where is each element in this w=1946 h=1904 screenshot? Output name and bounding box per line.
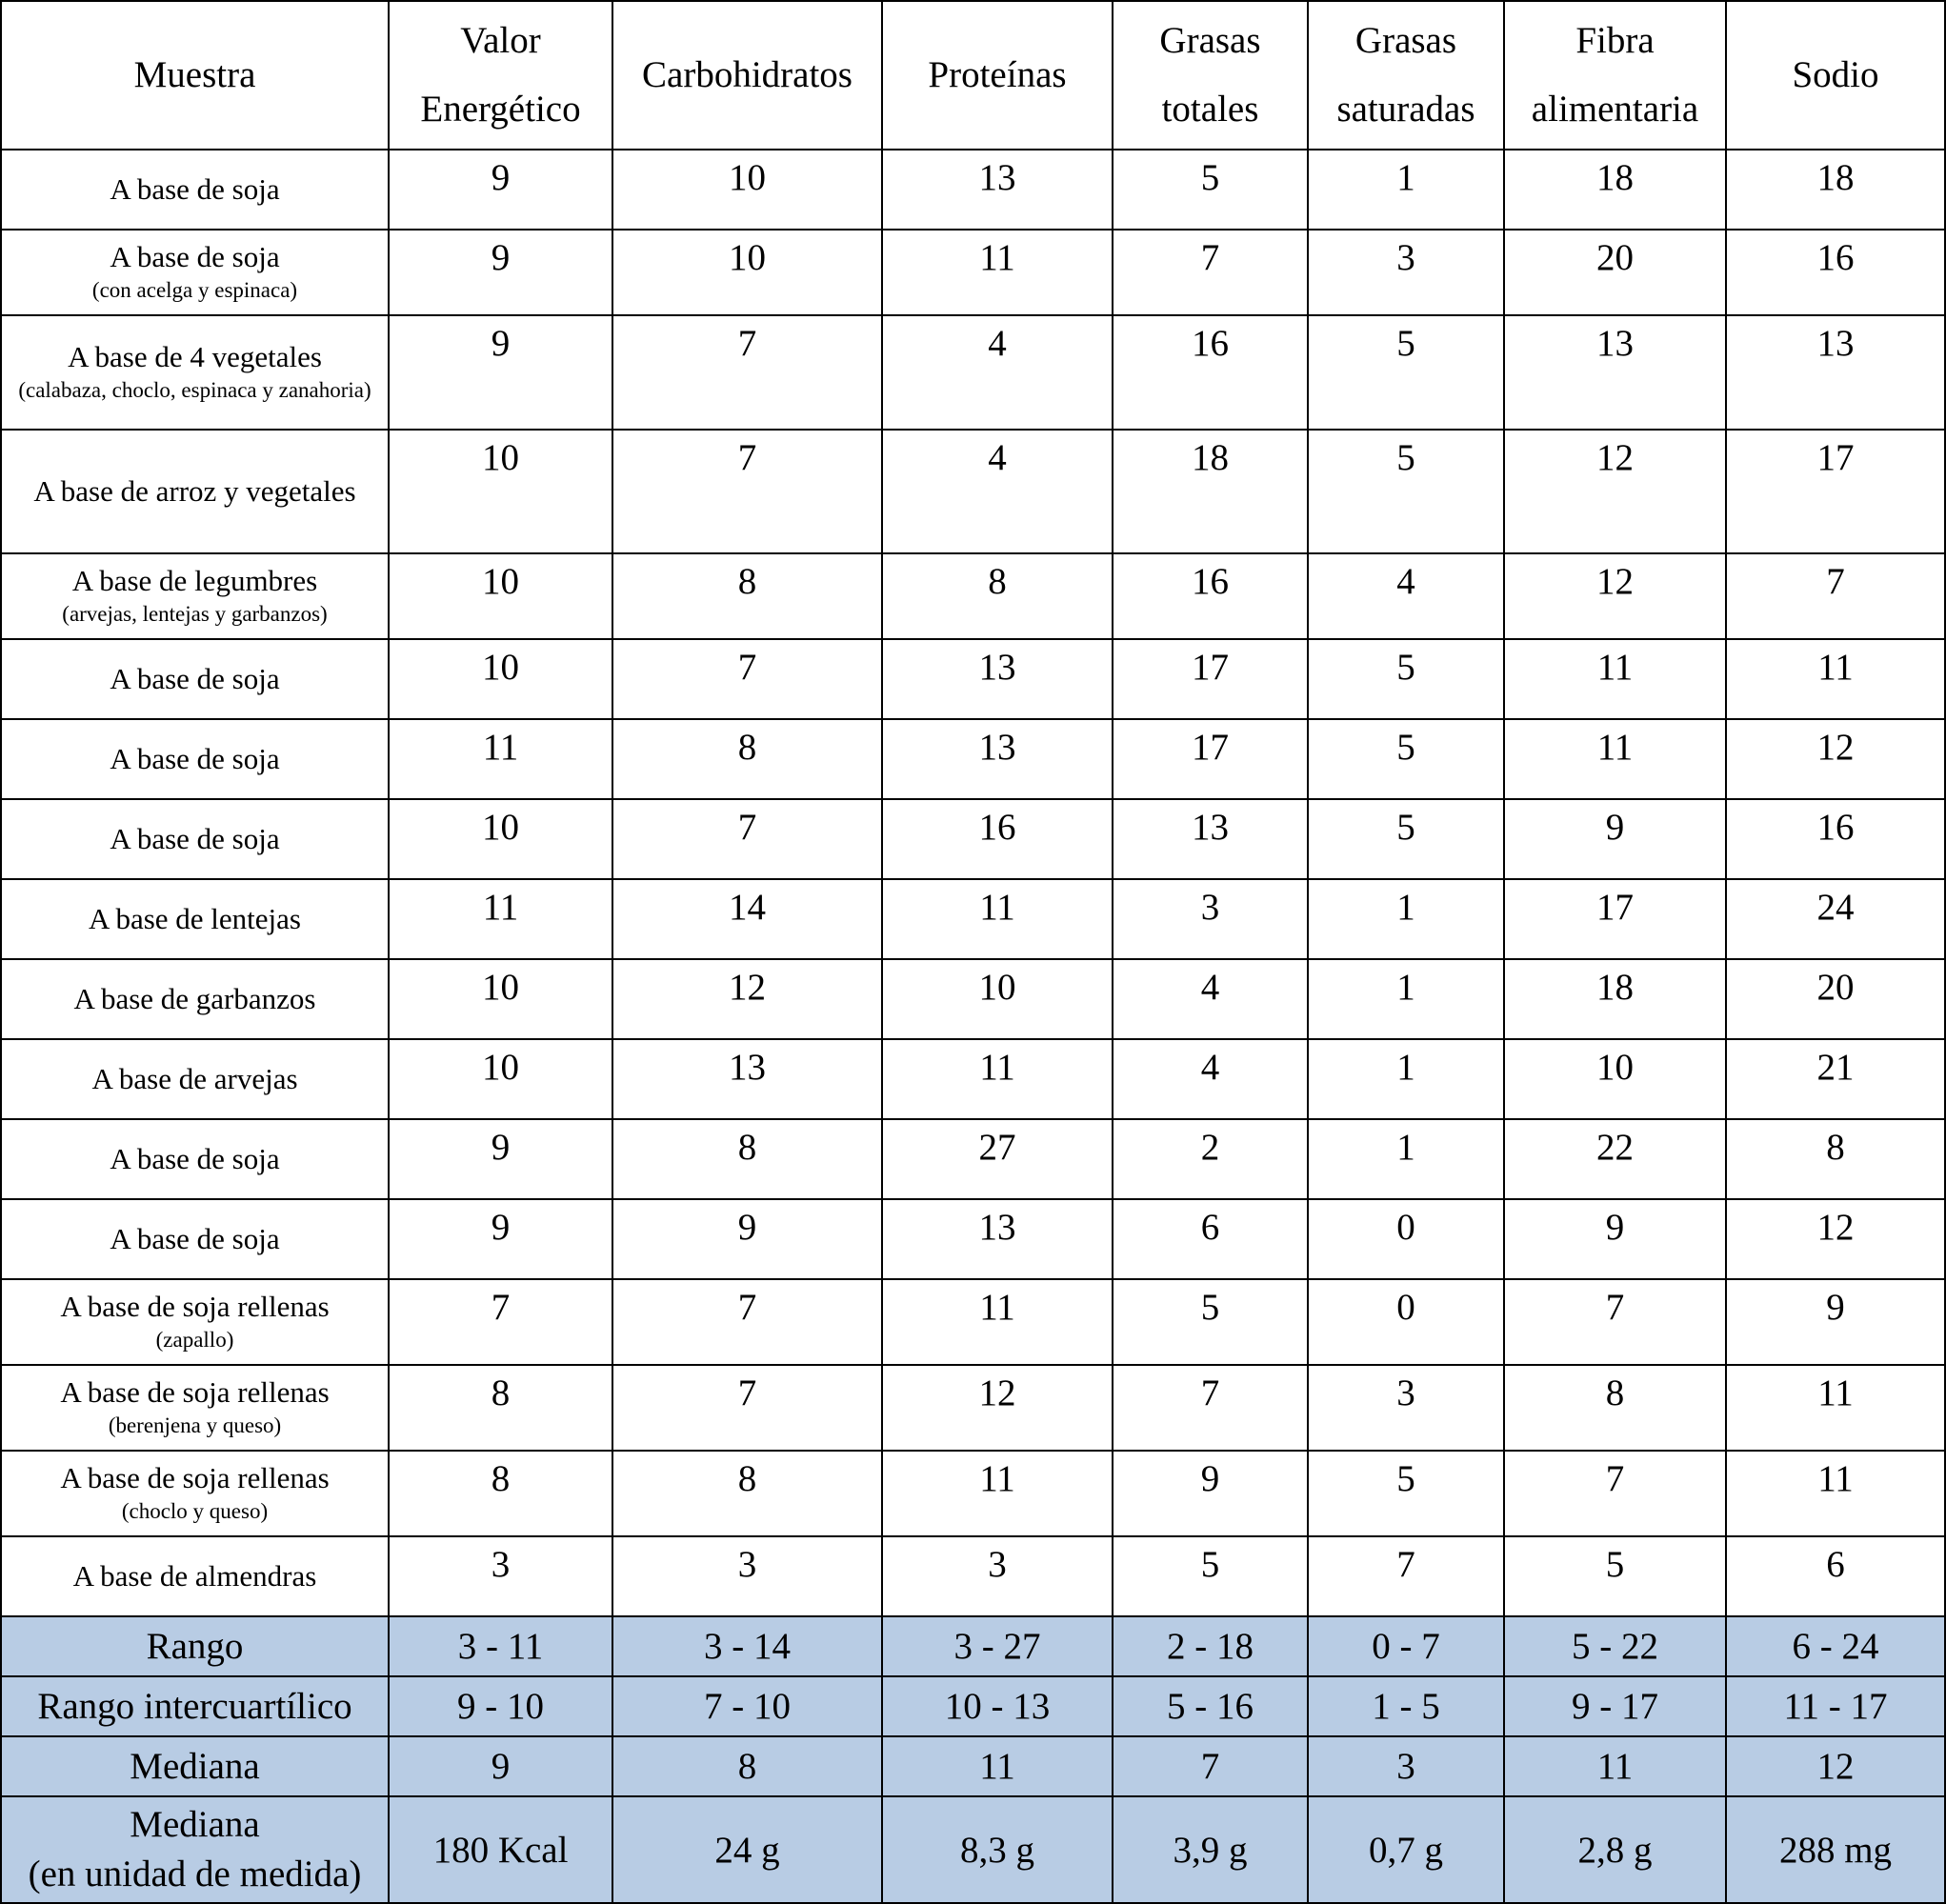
value-cell: 13 [882,150,1113,230]
value-cell: 11 [882,1279,1113,1365]
table-row [1,430,1945,553]
value-cell: 9 [389,315,612,430]
value-cell: 10 [612,230,882,315]
value-cell: 21 [1726,1039,1945,1119]
summary-row [1,1736,1945,1796]
sample-name: A base de arvejas [91,1062,298,1095]
sample-name: A base de soja [110,1142,280,1175]
sample-name-cell [1,959,389,1039]
value-cell: 9 [1504,1199,1726,1279]
header-muestra: Muestra [1,1,389,150]
value-cell: 7 [612,315,882,430]
table-row [1,1039,1945,1119]
value-cell: 9 [389,1119,612,1199]
value-cell: 16 [1726,230,1945,315]
value-cell: 12 [1504,553,1726,639]
value-cell: 5 [1504,1536,1726,1616]
value-cell: 17 [1504,879,1726,959]
value-cell: 1 [1308,150,1504,230]
value-cell: 6 [1726,1536,1945,1616]
table-row [1,719,1945,799]
sample-name: A base de almendras [72,1559,317,1593]
sample-name-cell [1,799,389,879]
header-valor-energetico: Valor Energético [389,1,612,150]
summary-row [1,1796,1945,1903]
summary-value-cell: 6 - 24 [1726,1616,1945,1676]
value-cell: 13 [882,719,1113,799]
value-cell: 4 [882,315,1113,430]
summary-value-cell: 5 - 16 [1113,1676,1308,1736]
data-rows [1,150,1945,1616]
value-cell: 5 [1113,1536,1308,1616]
table-row [1,959,1945,1039]
summary-value-cell: 12 [1726,1736,1945,1796]
sample-name-cell [1,230,389,315]
value-cell: 7 [612,799,882,879]
sample-name-cell [1,553,389,639]
summary-value-cell: 0,7 g [1308,1796,1504,1903]
table-row [1,1451,1945,1536]
value-cell: 8 [612,719,882,799]
value-cell: 4 [1113,959,1308,1039]
value-cell: 8 [1504,1365,1726,1451]
value-cell: 22 [1504,1119,1726,1199]
table-row [1,1536,1945,1616]
summary-value-cell: 9 [389,1736,612,1796]
value-cell: 7 [612,430,882,553]
summary-value-cell: 9 - 17 [1504,1676,1726,1736]
value-cell: 4 [1113,1039,1308,1119]
value-cell: 8 [612,1451,882,1536]
header-grasas-totales: Grasas totales [1113,1,1308,150]
value-cell: 12 [612,959,882,1039]
value-cell: 9 [1726,1279,1945,1365]
value-cell: 10 [389,1039,612,1119]
value-cell: 0 [1308,1199,1504,1279]
value-cell: 8 [612,1119,882,1199]
value-cell: 1 [1308,1039,1504,1119]
summary-rows [1,1616,1945,1903]
table-row [1,553,1945,639]
value-cell: 12 [882,1365,1113,1451]
value-cell: 11 [882,879,1113,959]
summary-value-cell: 7 [1113,1736,1308,1796]
summary-value-cell: 3 [1308,1736,1504,1796]
value-cell: 7 [612,639,882,719]
sample-detail: (arvejas, lentejas y garbanzos) [62,602,328,626]
value-cell: 16 [1113,315,1308,430]
value-cell: 18 [1726,150,1945,230]
value-cell: 9 [389,230,612,315]
summary-value-cell: 2 - 18 [1113,1616,1308,1676]
sample-name-cell [1,315,389,430]
summary-value-cell: 7 - 10 [612,1676,882,1736]
sample-name: A base de 4 vegetales [68,340,322,373]
value-cell: 17 [1113,719,1308,799]
value-cell: 12 [1504,430,1726,553]
value-cell: 10 [389,430,612,553]
value-cell: 5 [1308,639,1504,719]
sample-detail: (choclo y queso) [121,1499,269,1523]
sample-name: A base de soja [110,822,280,855]
value-cell: 18 [1504,150,1726,230]
value-cell: 2 [1113,1119,1308,1199]
summary-value-cell: 1 - 5 [1308,1676,1504,1736]
sample-name-cell [1,1451,389,1536]
value-cell: 10 [389,639,612,719]
value-cell: 13 [882,1199,1113,1279]
sample-name: A base de soja rellenas [60,1461,330,1494]
header-grasas-saturadas: Grasas saturadas [1308,1,1504,150]
table-row [1,150,1945,230]
summary-value-cell: 8,3 g [882,1796,1113,1903]
value-cell: 1 [1308,959,1504,1039]
value-cell: 11 [1504,719,1726,799]
value-cell: 13 [1504,315,1726,430]
value-cell: 3 [612,1536,882,1616]
sample-detail: (berenjena y queso) [108,1413,282,1437]
value-cell: 10 [1504,1039,1726,1119]
value-cell: 5 [1113,150,1308,230]
value-cell: 9 [389,1199,612,1279]
summary-value-cell: 3,9 g [1113,1796,1308,1903]
summary-value-cell: 11 [882,1736,1113,1796]
value-cell: 24 [1726,879,1945,959]
value-cell: 20 [1726,959,1945,1039]
summary-value-cell: 3 - 11 [389,1616,612,1676]
value-cell: 3 [389,1536,612,1616]
value-cell: 13 [612,1039,882,1119]
value-cell: 5 [1308,430,1504,553]
sample-name: A base de soja rellenas [60,1290,330,1323]
sample-name-cell [1,150,389,230]
sample-name-cell [1,1279,389,1365]
sample-detail: (zapallo) [155,1328,234,1352]
header-row [1,1,1945,150]
sample-name-cell [1,879,389,959]
value-cell: 11 [1726,1365,1945,1451]
value-cell: 10 [612,150,882,230]
table-row [1,1199,1945,1279]
value-cell: 14 [612,879,882,959]
summary-value-cell: 288 mg [1726,1796,1945,1903]
value-cell: 13 [1726,315,1945,430]
summary-row [1,1676,1945,1736]
value-cell: 7 [1113,1365,1308,1451]
value-cell: 4 [1308,553,1504,639]
summary-label: Rango [1,1616,389,1676]
header-sodio: Sodio [1726,1,1945,150]
value-cell: 12 [1726,1199,1945,1279]
value-cell: 10 [389,799,612,879]
sample-name-cell [1,1039,389,1119]
sample-name-cell [1,1119,389,1199]
value-cell: 1 [1308,879,1504,959]
sample-name: A base de soja rellenas [60,1375,330,1409]
value-cell: 3 [882,1536,1113,1616]
value-cell: 18 [1113,430,1308,553]
sample-name-cell [1,639,389,719]
header-proteinas: Proteínas [882,1,1113,150]
value-cell: 7 [1504,1451,1726,1536]
table-row [1,879,1945,959]
summary-value-cell: 8 [612,1736,882,1796]
table-row [1,1119,1945,1199]
summary-value-cell: 11 [1504,1736,1726,1796]
value-cell: 8 [389,1365,612,1451]
value-cell: 18 [1504,959,1726,1039]
value-cell: 11 [882,230,1113,315]
value-cell: 13 [1113,799,1308,879]
value-cell: 10 [389,959,612,1039]
summary-value-cell: 2,8 g [1504,1796,1726,1903]
value-cell: 9 [612,1199,882,1279]
summary-value-cell: 3 - 14 [612,1616,882,1676]
value-cell: 11 [1504,639,1726,719]
value-cell: 11 [1726,639,1945,719]
sample-name: A base de soja [110,172,280,206]
sample-name: A base de lentejas [89,902,301,935]
value-cell: 7 [1308,1536,1504,1616]
summary-value-cell: 24 g [612,1796,882,1903]
summary-value-cell: 0 - 7 [1308,1616,1504,1676]
value-cell: 5 [1113,1279,1308,1365]
value-cell: 16 [1113,553,1308,639]
sample-name: A base de soja [110,1222,280,1255]
value-cell: 8 [1726,1119,1945,1199]
sample-name: A base de arroz y vegetales [33,474,356,508]
table-row [1,1365,1945,1451]
sample-name: A base de soja [110,240,280,273]
table-row [1,230,1945,315]
value-cell: 4 [882,430,1113,553]
summary-value-cell: 180 Kcal [389,1796,612,1903]
value-cell: 27 [882,1119,1113,1199]
value-cell: 17 [1726,430,1945,553]
value-cell: 8 [882,553,1113,639]
sample-name: A base de garbanzos [73,982,316,1015]
value-cell: 20 [1504,230,1726,315]
header-fibra-alimentaria: Fibra alimentaria [1504,1,1726,150]
value-cell: 7 [1504,1279,1726,1365]
summary-label: Mediana [1,1736,389,1796]
summary-row [1,1616,1945,1676]
table-row [1,1279,1945,1365]
sample-name-cell [1,1536,389,1616]
value-cell: 9 [1504,799,1726,879]
value-cell: 12 [1726,719,1945,799]
value-cell: 9 [389,150,612,230]
value-cell: 7 [1113,230,1308,315]
value-cell: 1 [1308,1119,1504,1199]
summary-value-cell: 5 - 22 [1504,1616,1726,1676]
sample-detail: (con acelga y espinaca) [91,278,298,302]
value-cell: 11 [882,1039,1113,1119]
summary-value-cell: 3 - 27 [882,1616,1113,1676]
value-cell: 13 [882,639,1113,719]
value-cell: 7 [612,1365,882,1451]
value-cell: 0 [1308,1279,1504,1365]
value-cell: 3 [1113,879,1308,959]
summary-value-cell: 10 - 13 [882,1676,1113,1736]
sample-name: A base de soja [110,742,280,775]
value-cell: 7 [612,1279,882,1365]
value-cell: 5 [1308,1451,1504,1536]
table-row [1,639,1945,719]
value-cell: 11 [389,879,612,959]
value-cell: 9 [1113,1451,1308,1536]
value-cell: 3 [1308,230,1504,315]
value-cell: 11 [1726,1451,1945,1536]
sample-name-cell [1,1199,389,1279]
value-cell: 5 [1308,315,1504,430]
value-cell: 11 [882,1451,1113,1536]
value-cell: 16 [882,799,1113,879]
sample-detail: (calabaza, choclo, espinaca y zanahoria) [18,378,371,402]
value-cell: 3 [1308,1365,1504,1451]
value-cell: 6 [1113,1199,1308,1279]
value-cell: 8 [389,1451,612,1536]
value-cell: 5 [1308,799,1504,879]
value-cell: 7 [1726,553,1945,639]
header-carbohidratos: Carbohidratos [612,1,882,150]
value-cell: 10 [882,959,1113,1039]
summary-label: Rango intercuartílico [1,1676,389,1736]
sample-name: A base de legumbres [71,564,318,597]
value-cell: 8 [612,553,882,639]
value-cell: 17 [1113,639,1308,719]
summary-label: Mediana (en unidad de medida) [1,1796,389,1903]
summary-value-cell: 9 - 10 [389,1676,612,1736]
table-row [1,315,1945,430]
table-row [1,799,1945,879]
summary-value-cell: 11 - 17 [1726,1676,1945,1736]
value-cell: 11 [389,719,612,799]
sample-name: A base de soja [110,662,280,695]
sample-name-cell [1,430,389,553]
value-cell: 5 [1308,719,1504,799]
sample-name-cell [1,719,389,799]
value-cell: 7 [389,1279,612,1365]
sample-name-cell [1,1365,389,1451]
value-cell: 16 [1726,799,1945,879]
value-cell: 10 [389,553,612,639]
